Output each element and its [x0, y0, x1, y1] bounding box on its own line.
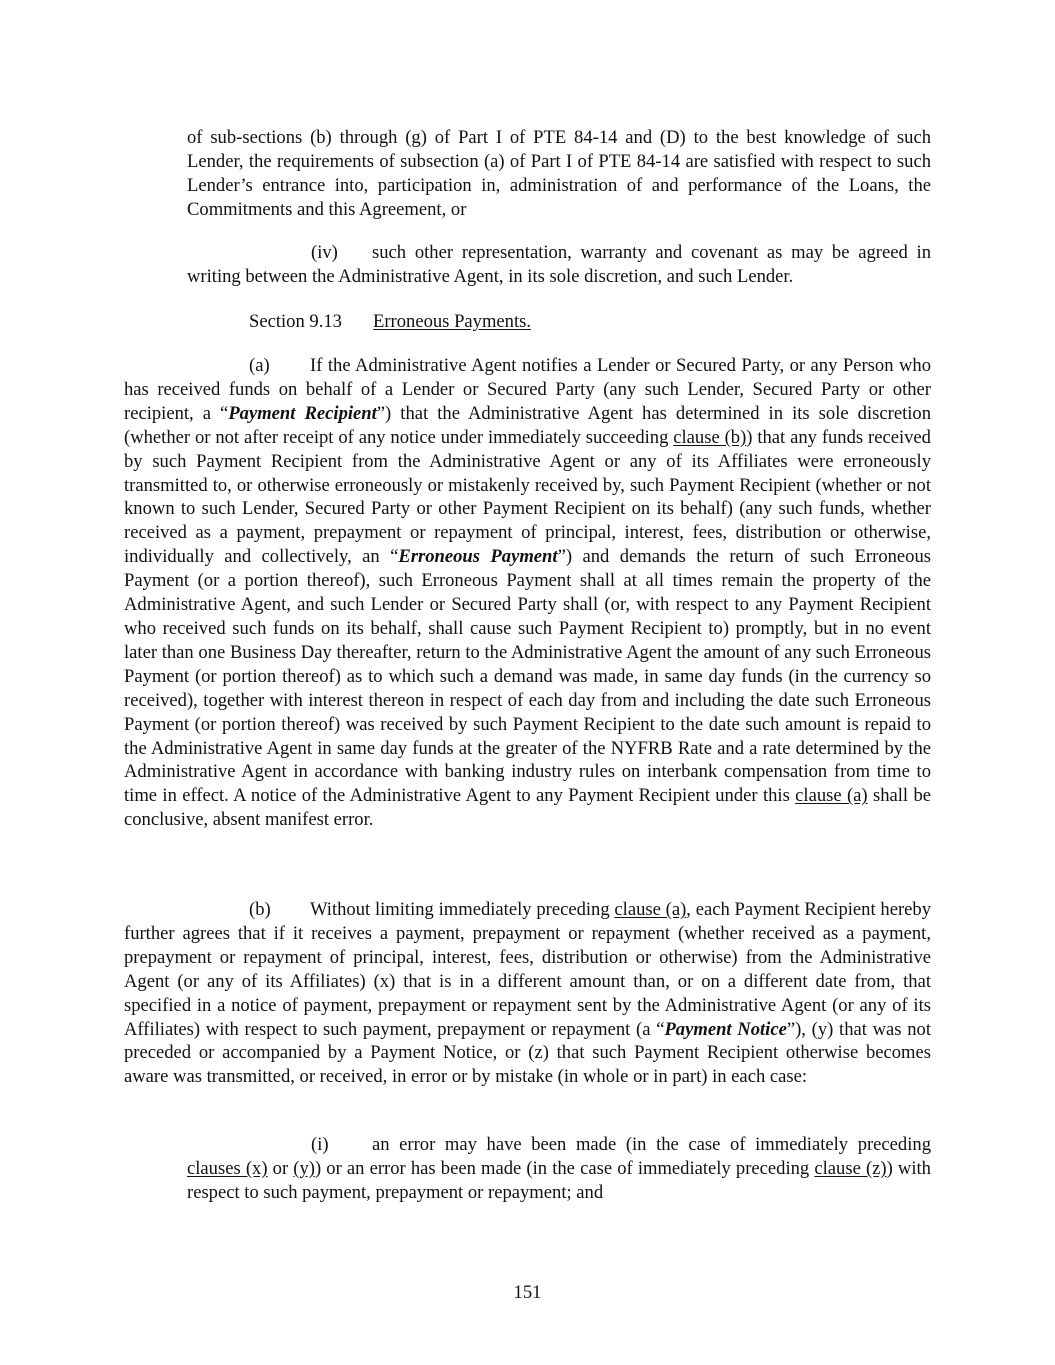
continuation-text: of sub-sections (b) through (g) of Part I of PTE 84-14 and (D) to the best knowledge of such Lender, the requirements of subsection (a) of Part I of PTE 84-14 are satisfied with respect to such Lender’s entrance into, participation in, administration of and performance of the Loans, the Commitments and this Agreement, or	[187, 127, 931, 220]
page-number: 151	[513, 1282, 542, 1303]
paragraph-b-text-1: Without limiting immediately preceding	[310, 899, 615, 920]
item-i-text-1: an error may have been made (in the case of immediately preceding	[372, 1134, 931, 1155]
section-number: Section 9.13	[249, 311, 342, 332]
paragraph-a-text-4: ”) and demands the return of such Erroneous Payment (or a portion thereof), such Erroneous Payment shall at all times remain the property of the Administrative Agent, and such Lender or Secured Party shall (or, with respect to any Payment Recipient who received such funds on its behalf, shall cause such Payment Recipient to) promptly, but in no event later than one Business Day thereafter, return to the Administrative Agent the amount of any such Erroneous Payment (or portion thereof) as to which such a demand was made, in same day funds (in the currency so received), together with interest thereon in respect of each day from and including the date such Erroneous Payment (or portion thereof) was received by such Payment Recipient to the date such amount is repaid to the Administrative Agent in same day funds at the greater of the NYFRB Rate and a rate determined by the Administrative Agent in accordance with banking industry rules on interbank compensation from time to time in effect. A notice of the Administrative Agent to any Payment Recipient under this	[124, 546, 932, 807]
clauses-x-reference: clauses (x)	[187, 1157, 268, 1179]
paragraph-a	[124, 354, 931, 832]
item-i-text-3: ) or an error has been made (in the case of immediately preceding	[314, 1157, 815, 1179]
paragraph-b	[124, 898, 931, 1089]
paragraph-b-text-3: ”), (y) that was not preceded or accompanied by a Payment Notice, or (z) that such Payment Recipient otherwise becomes aware was transmitted, or received, in error or by mistake (in whole or in part) in each case:	[124, 1018, 932, 1088]
continuation-paragraph	[187, 126, 931, 222]
clause-z-reference: clause (z)	[814, 1157, 887, 1179]
item-i-text-2: or	[267, 1157, 294, 1179]
section-title: Erroneous Payments.	[373, 311, 532, 332]
paragraph-b-text-2: , each Payment Recipient hereby further agrees that if it receives a payment, prepayment or repayment (whether received as a payment, prepayment or repayment of principal, interest, fees, distribution or otherwise) from the Administrative Agent (or any of its Affiliates) (x) that is in a different amount than, or on a different date from, that specified in a notice of payment, prepayment or repayment sent by the Administrative Agent (or any of its Affiliates) with respect to such payment, prepayment or repayment (a “	[124, 899, 931, 1040]
section-heading	[249, 310, 531, 334]
item-iv-paragraph	[187, 241, 931, 289]
paragraph-b-label: (b)	[249, 899, 271, 920]
paragraph-a-text-3: ) that any funds received by such Payment Recipient from the Administrative Agent or any of its Affiliates were erroneously transmitted to, or otherwise erroneously or mistakenly received by, such Payment Recipient (whether or not known to such Lender, Secured Party or other Payment Recipient on its behalf) (any such funds, whether received as a payment, prepayment or repayment of principal, interest, fees, distribution or otherwise, individually and collectively, an “	[124, 426, 931, 568]
paragraph-a-text-2: ”) that the Administrative Agent has determined in its sole discretion (whether or not after receipt of any notice under immediately succeeding	[124, 402, 932, 448]
paragraph-a-text-5: shall be conclusive, absent manifest error.	[124, 785, 931, 831]
item-i-paragraph	[187, 1133, 931, 1205]
defined-term-erroneous-payment: Erroneous Payment	[398, 546, 558, 568]
item-i-text-4: ) with respect to such payment, prepayment or repayment; and	[187, 1157, 931, 1203]
item-iv-label: (iv)	[311, 242, 338, 263]
paragraph-a-text-1: If the Administrative Agent notifies a Lender or Secured Party, or any Person who has received funds on behalf of a Lender or Secured Party (any such Lender, Secured Party or other recipient, a “	[124, 355, 931, 424]
clause-a-reference-b: clause (a)	[614, 899, 687, 920]
clause-b-reference: clause (b)	[673, 426, 747, 448]
clause-a-reference: clause (a)	[795, 785, 868, 807]
clause-y-reference: (y)	[293, 1157, 315, 1179]
item-i-label: (i)	[311, 1134, 329, 1155]
defined-term-payment-notice: Payment Notice	[664, 1018, 787, 1040]
defined-term-payment-recipient: Payment Recipient	[228, 402, 377, 424]
paragraph-a-label: (a)	[249, 355, 270, 376]
item-iv-text: such other representation, warranty and covenant as may be agreed in writing between the Administrative Agent, in its sole discretion, and such Lender.	[187, 242, 931, 287]
